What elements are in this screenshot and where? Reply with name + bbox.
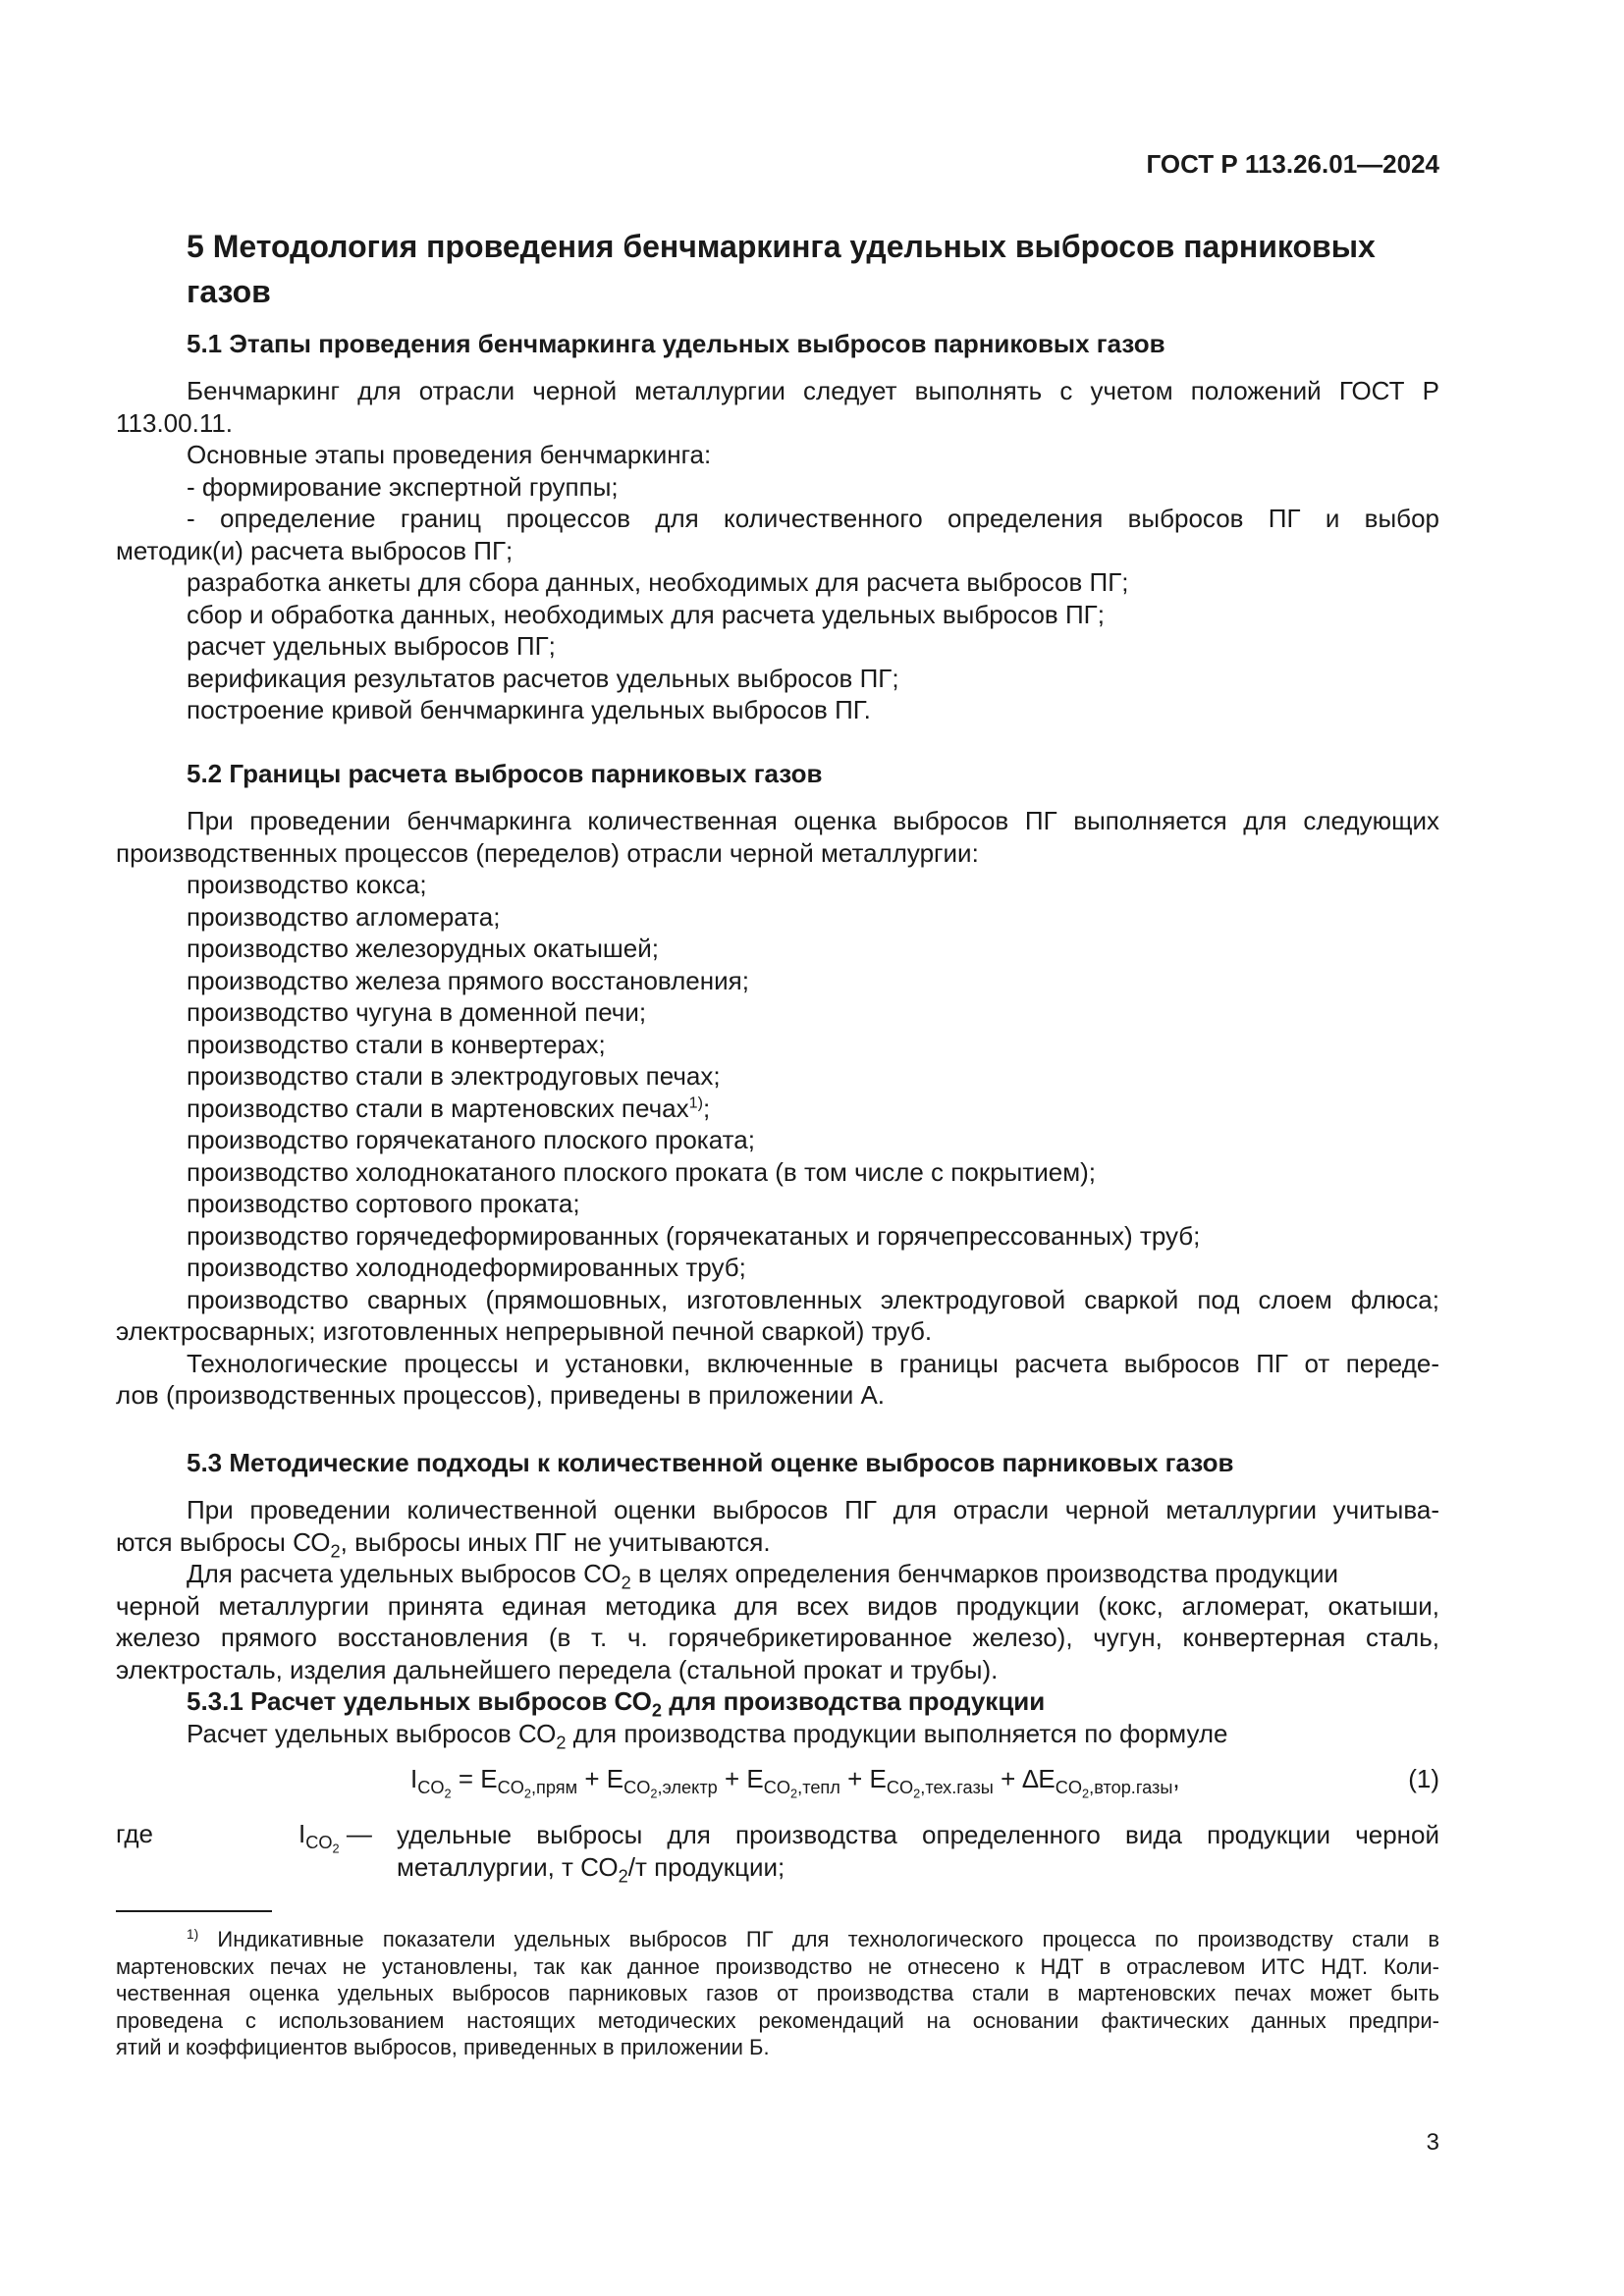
footnote-mark: 1) — [187, 1926, 199, 1942]
formula-subscript: CO2 — [417, 1778, 452, 1801]
section-5-1-title: 5.1 Этапы проведения бенчмаркинга удельных выбросов парниковых газов — [187, 329, 1165, 358]
section-5-3-title: 5.3 Методические подходы к количественной оценке выбросов парниковых газов — [187, 1448, 1234, 1477]
paragraph-line — [116, 1526, 1439, 1559]
formula-subscript: CO2,втор.газы — [1055, 1778, 1173, 1801]
list-item: производство горячекатаного плоского проката; — [187, 1125, 755, 1154]
section-5-2-body — [116, 805, 1439, 1412]
formula-operator: + — [717, 1764, 747, 1793]
footnote — [116, 1926, 1439, 2061]
text-run: , выбросы иных ПГ не учитываются. — [340, 1526, 771, 1557]
formula-symbol: I — [410, 1764, 418, 1793]
paragraph-line: 113.00.11. — [116, 407, 234, 438]
formula-symbol: ∆E — [1022, 1764, 1056, 1793]
formula-operator: + — [993, 1764, 1023, 1793]
paragraph-line — [116, 1718, 1439, 1750]
paragraph-line — [116, 1558, 1439, 1593]
list-item: разработка анкеты для сбора данных, необходимых для расчета выбросов ПГ; — [187, 567, 1129, 597]
list-item: верификация результатов расчетов удельных выбросов ПГ; — [187, 663, 899, 693]
list-item: - определение границ процессов для количественного определения выбросов ПГ и выбор — [187, 504, 1439, 533]
formula-number: (1) — [1408, 1764, 1439, 1793]
text-run: Расчет удельных выбросов СО — [187, 1718, 557, 1748]
list-item: производство стали в конвертерах; — [187, 1029, 606, 1059]
subscript: 2 — [651, 1700, 663, 1721]
paragraph-line: электросталь, изделия дальнейшего передела (стальной прокат и трубы). — [116, 1654, 999, 1684]
subscript: 2 — [330, 1540, 341, 1561]
where-symbol: $I_{CO_2}$ — — [298, 1819, 372, 1856]
list-item: производство агломерата; — [187, 901, 501, 932]
section-5-3-body — [116, 1494, 1439, 1752]
paragraph-line: Бенчмаркинг для отрасли черной металлургии следует выполнять с учетом положений ГОСТ Р — [187, 376, 1439, 405]
text-run: для производства продукции — [662, 1686, 1046, 1716]
section-5-title: 5 Методология проведения бенчмаркинга удельных выбросов парниковых газов — [187, 229, 1376, 309]
footnote-line: ятий и коэффициентов выбросов, приведенных в приложении Б. — [116, 2035, 770, 2059]
formula-symbol: E — [869, 1764, 887, 1793]
list-item: производство кокса; — [187, 870, 427, 899]
formula-operator: = — [451, 1764, 481, 1793]
list-item: производство сортового проката; — [187, 1189, 580, 1218]
subscript: 2 — [556, 1732, 567, 1752]
formula-symbol: E — [606, 1764, 624, 1793]
subscript: 2 — [621, 1573, 631, 1593]
text-run: в целях определения бенчмарков производства продукции — [630, 1559, 1339, 1588]
where-label: где — [116, 1819, 153, 1848]
footnote-line: чественная оценка удельных выбросов парниковых газов от производства стали в мартеновских печах может быть — [116, 1981, 1439, 2005]
paragraph-line: Основные этапы проведения бенчмаркинга: — [187, 440, 712, 469]
where-description-line: удельные выбросы для производства определенного вида продукции черной — [397, 1820, 1439, 1849]
list-item: производство чугуна в доменной печи; — [187, 997, 647, 1027]
paragraph-line: При проведении бенчмаркинга количественная оценка выбросов ПГ выполняется для следующих — [187, 806, 1439, 835]
formula-subscript: CO2,тех.газы — [886, 1778, 994, 1801]
text-run: Индикативные показатели удельных выбросов ПГ для технологического процесса по производству стали в — [198, 1927, 1439, 1951]
section-5-3-1-title — [116, 1685, 1439, 1721]
formula-subscript: CO2,тепл — [763, 1778, 840, 1801]
list-item-end: ; — [702, 1093, 711, 1123]
document-header: ГОСТ Р 113.26.01—2024 — [1146, 149, 1439, 179]
paragraph-line: черной металлургии принята единая методика для всех видов продукции (кокс, агломерат, окатыши, — [116, 1590, 1439, 1621]
formula-symbol: E — [480, 1764, 498, 1793]
list-item — [116, 1093, 1439, 1125]
list-item: сбор и обработка данных, необходимых для расчета удельных выбросов ПГ; — [187, 599, 1105, 629]
where-description-line: металлургии, т $СО_2/т$ продукции; — [397, 1852, 785, 1887]
footnote-ref: 1) — [688, 1093, 703, 1111]
paragraph-line: производственных процессов (переделов) отрасли черной металлургии: — [116, 837, 979, 868]
list-item: производство железа прямого восстановления; — [187, 965, 749, 995]
footnote-line — [116, 1926, 1439, 1953]
list-item: электросварных; изготовленных непрерывной печной сваркой) труб. — [116, 1316, 933, 1346]
formula-subscript: CO2,прям — [497, 1778, 578, 1801]
footnote-line: мартеновских печах не установлены, так как данное производство не отнесено к НДТ в отраслевом ИТС НДТ. Коли- — [116, 1953, 1439, 1979]
list-item-text: производство стали в мартеновских печах — [187, 1093, 689, 1123]
document-page — [116, 0, 1439, 2296]
text-run: 5.3.1 Расчет удельных выбросов СО — [187, 1686, 652, 1716]
page-number: 3 — [1426, 2129, 1439, 2156]
footnote-separator — [116, 1910, 272, 1912]
formula-punct: , — [1172, 1764, 1180, 1793]
paragraph-line: Технологические процессы и установки, включенные в границы расчета выбросов ПГ от переде- — [187, 1348, 1439, 1378]
section-5-2-title: 5.2 Границы расчета выбросов парниковых газов — [187, 759, 823, 788]
formula-1 — [410, 1764, 1180, 1801]
list-item: производство холоднодеформированных труб; — [187, 1253, 746, 1282]
section-5-1-body — [116, 375, 1439, 726]
text-run: Для расчета удельных выбросов СО — [187, 1559, 622, 1588]
list-item: - формирование экспертной группы; — [187, 471, 619, 502]
formula-symbol: E — [746, 1764, 764, 1793]
list-item: производство стали в электродуговых печах; — [187, 1061, 721, 1091]
list-item: методик(и) расчета выбросов ПГ; — [116, 535, 514, 565]
list-item: расчет удельных выбросов ПГ; — [187, 631, 556, 661]
footnote-line: проведена с использованием настоящих методических рекомендаций на основании фактических данных предпри- — [116, 2007, 1439, 2033]
formula-operator: + — [839, 1764, 870, 1793]
paragraph-line: железо прямого восстановления (в т. ч. горячебрикетированное железо), чугун, конвертерная сталь, — [116, 1623, 1439, 1652]
text-run: для производства продукции выполняется по формуле — [566, 1718, 1228, 1748]
paragraph-line: При проведении количественной оценки выбросов ПГ для отрасли черной металлургии учитыва- — [187, 1495, 1439, 1524]
paragraph-line: лов (производственных процессов), приведены в приложении А. — [116, 1380, 886, 1410]
text-run: ются выбросы СО — [116, 1526, 331, 1557]
list-item: производство сварных (прямошовных, изготовленных электродуговой сваркой под слоем флюса; — [187, 1284, 1439, 1314]
list-item: производство железорудных окатышей; — [187, 934, 659, 963]
list-item: построение кривой бенчмаркинга удельных выбросов ПГ. — [187, 695, 871, 724]
list-item: производство холоднокатаного плоского проката (в том числе с покрытием); — [187, 1156, 1096, 1187]
list-item: производство горячедеформированных (горячекатаных и горячепрессованных) труб; — [187, 1220, 1201, 1251]
formula-operator: + — [577, 1764, 607, 1793]
where-description — [397, 1819, 1439, 1887]
formula-subscript: CO2,электр — [623, 1778, 718, 1801]
